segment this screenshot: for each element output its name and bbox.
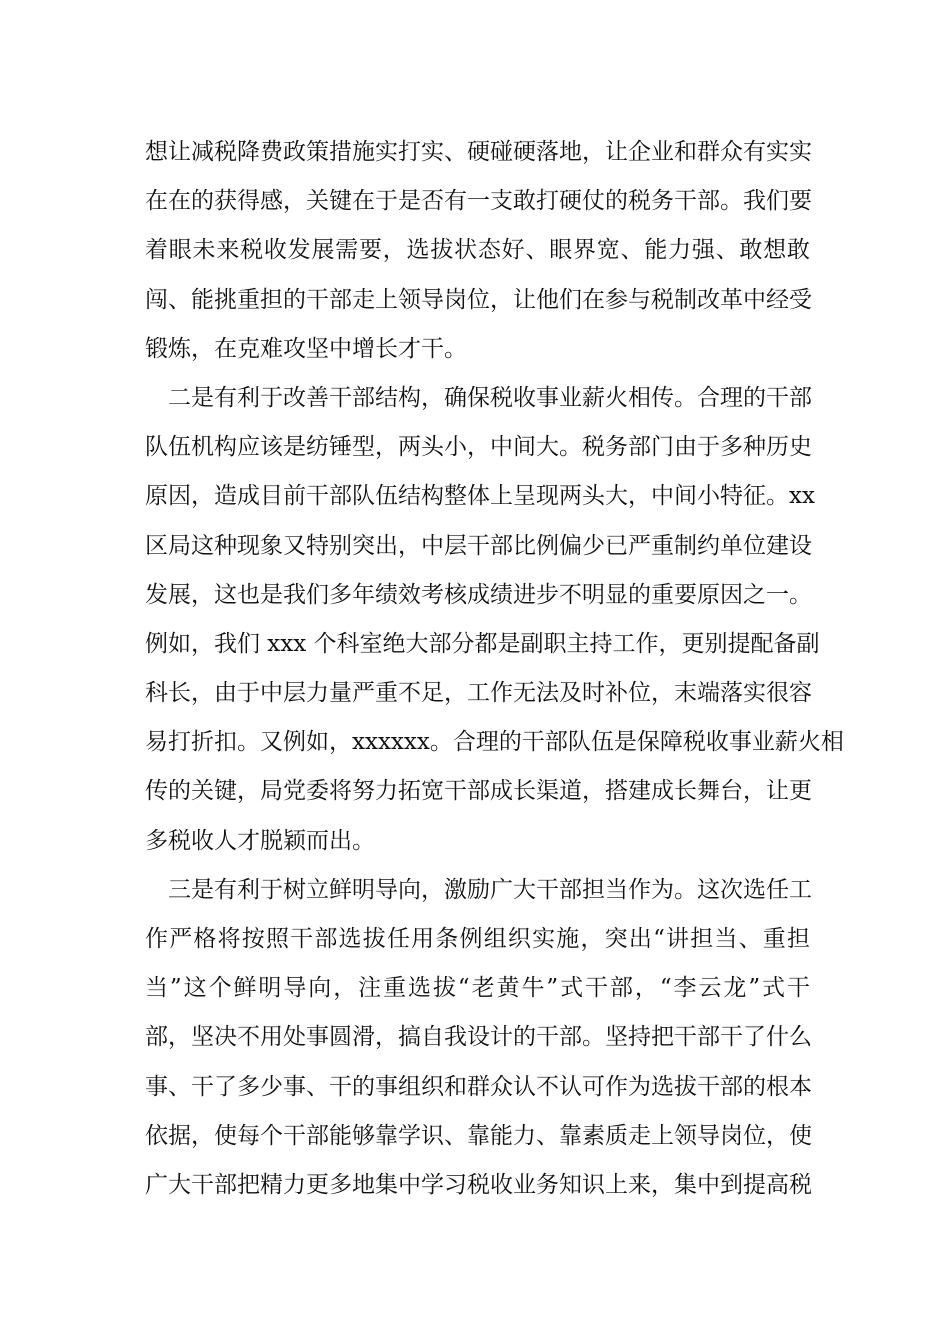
text-line: 想让减税降费政策措施实打实、硬碰硬落地，让企业和群众有实实 (145, 139, 812, 165)
text-line: 发展，这也是我们多年绩效考核成绩进步不明显的重要原因之一。 (145, 581, 812, 608)
document-body (145, 128, 844, 1210)
paragraph-3 (145, 866, 810, 1210)
paragraph-2 (145, 374, 844, 866)
paragraph-1 (145, 128, 810, 374)
text-line: 事、干了多少事、干的事组织和群众认不认可作为选拔干部的根本 (145, 1073, 812, 1100)
text-line: 锻炼，在克难攻坚中增长才干。 (145, 335, 467, 362)
text-line: 原因，造成目前干部队伍结构整体上呈现两头大，中间小特征。xx (145, 483, 815, 510)
text-line: 队伍机构应该是纺锤型，两头小，中间大。税务部门由于多种历史 (145, 434, 812, 461)
text-line: 区局这种现象又特别突出，中层干部比例偏少已严重制约单位建设 (145, 532, 812, 559)
text-line: 当”这个鲜明导向，注重选拔“老黄牛”式干部，“李云龙”式干 (145, 975, 810, 1002)
text-line: 着眼未来税收发展需要，选拔状态好、眼界宽、能力强、敢想敢 (145, 237, 810, 264)
text-line: 科长，由于中层力量严重不足，工作无法及时补位，末端落实很容 (145, 680, 812, 707)
text-line: 部，坚决不用处事圆滑，搞自我设计的干部。坚持把干部干了什么 (145, 1024, 812, 1051)
text-line: 多税收人才脱颖而出。 (145, 827, 375, 854)
text-line: 闯、能挑重担的干部走上领导岗位，让他们在参与税制改革中经受 (145, 286, 812, 313)
text-line: 三是有利于树立鲜明导向，激励广大干部担当作为。这次选任工 (145, 876, 812, 903)
text-line: 在在的获得感，关键在于是否有一支敢打硬仗的税务干部。我们要 (145, 188, 812, 215)
text-line: 传的关键，局党委将努力拓宽干部成长渠道，搭建成长舞台，让更 (145, 778, 812, 805)
text-line: 广大干部把精力更多地集中学习税收业务知识上来，集中到提高税 (145, 1171, 812, 1198)
text-line: 依据，使每个干部能够靠学识、靠能力、靠素质走上领导岗位，使 (145, 1122, 812, 1149)
text-line: 易打折扣。又例如，xxxxxx。合理的干部队伍是保障税收事业薪火相 (145, 729, 844, 756)
text-line: 二是有利于改善干部结构，确保税收事业薪火相传。合理的干部 (145, 384, 812, 411)
text-line: 作严格将按照干部选拔任用条例组织实施，突出“讲担当、重担 (145, 926, 810, 952)
text-line: 例如，我们 xxx 个科室绝大部分都是副职主持工作，更别提配备副 (145, 630, 820, 657)
